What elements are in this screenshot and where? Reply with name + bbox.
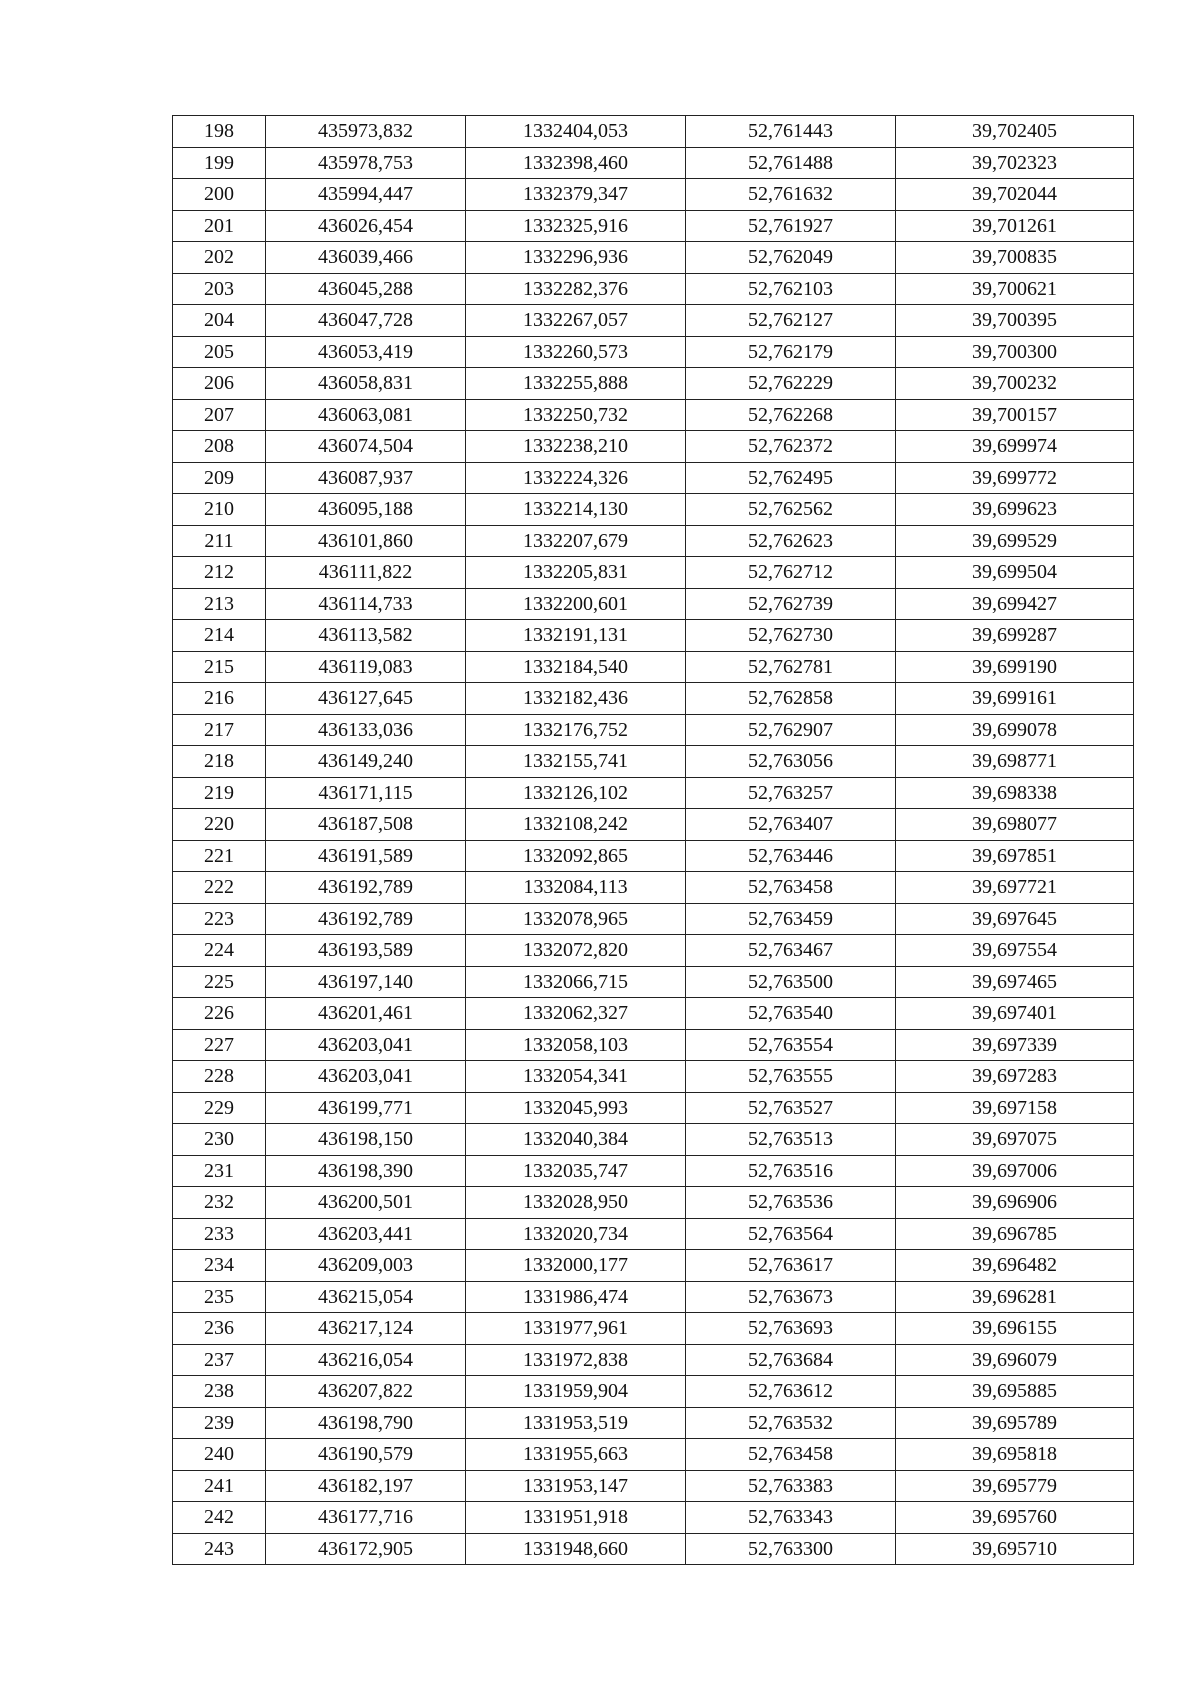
- latitude-cell: 52,762495: [686, 462, 896, 494]
- table-row: [173, 1533, 1134, 1565]
- y-coordinate-cell: 1332379,347: [466, 179, 686, 211]
- coordinates-table: [172, 115, 1134, 1565]
- point-number-cell: 231: [173, 1155, 266, 1187]
- point-number-cell: 228: [173, 1061, 266, 1093]
- table-row: [173, 1124, 1134, 1156]
- x-coordinate-cell: 436087,937: [266, 462, 466, 494]
- y-coordinate-cell: 1332072,820: [466, 935, 686, 967]
- longitude-cell: 39,698771: [896, 746, 1134, 778]
- latitude-cell: 52,762730: [686, 620, 896, 652]
- point-number-cell: 212: [173, 557, 266, 589]
- latitude-cell: 52,762858: [686, 683, 896, 715]
- latitude-cell: 52,763684: [686, 1344, 896, 1376]
- latitude-cell: 52,763536: [686, 1187, 896, 1219]
- latitude-cell: 52,762739: [686, 588, 896, 620]
- x-coordinate-cell: 436119,083: [266, 651, 466, 683]
- longitude-cell: 39,695789: [896, 1407, 1134, 1439]
- latitude-cell: 52,763516: [686, 1155, 896, 1187]
- longitude-cell: 39,696482: [896, 1250, 1134, 1282]
- latitude-cell: 52,761927: [686, 210, 896, 242]
- x-coordinate-cell: 436127,645: [266, 683, 466, 715]
- table-row: [173, 809, 1134, 841]
- point-number-cell: 218: [173, 746, 266, 778]
- y-coordinate-cell: 1332108,242: [466, 809, 686, 841]
- x-coordinate-cell: 435973,832: [266, 116, 466, 148]
- y-coordinate-cell: 1332028,950: [466, 1187, 686, 1219]
- point-number-cell: 203: [173, 273, 266, 305]
- point-number-cell: 209: [173, 462, 266, 494]
- point-number-cell: 199: [173, 147, 266, 179]
- x-coordinate-cell: 436215,054: [266, 1281, 466, 1313]
- latitude-cell: 52,762372: [686, 431, 896, 463]
- table-row: [173, 714, 1134, 746]
- longitude-cell: 39,695710: [896, 1533, 1134, 1565]
- point-number-cell: 243: [173, 1533, 266, 1565]
- table-row: [173, 494, 1134, 526]
- point-number-cell: 221: [173, 840, 266, 872]
- latitude-cell: 52,763532: [686, 1407, 896, 1439]
- longitude-cell: 39,696155: [896, 1313, 1134, 1345]
- x-coordinate-cell: 436149,240: [266, 746, 466, 778]
- y-coordinate-cell: 1332084,113: [466, 872, 686, 904]
- table-row: [173, 840, 1134, 872]
- point-number-cell: 232: [173, 1187, 266, 1219]
- y-coordinate-cell: 1332126,102: [466, 777, 686, 809]
- longitude-cell: 39,699427: [896, 588, 1134, 620]
- x-coordinate-cell: 436111,822: [266, 557, 466, 589]
- point-number-cell: 200: [173, 179, 266, 211]
- latitude-cell: 52,763527: [686, 1092, 896, 1124]
- latitude-cell: 52,763467: [686, 935, 896, 967]
- longitude-cell: 39,700157: [896, 399, 1134, 431]
- point-number-cell: 216: [173, 683, 266, 715]
- longitude-cell: 39,701261: [896, 210, 1134, 242]
- x-coordinate-cell: 436074,504: [266, 431, 466, 463]
- table-row: [173, 431, 1134, 463]
- y-coordinate-cell: 1332250,732: [466, 399, 686, 431]
- point-number-cell: 225: [173, 966, 266, 998]
- table-row: [173, 462, 1134, 494]
- y-coordinate-cell: 1332020,734: [466, 1218, 686, 1250]
- table-row: [173, 1029, 1134, 1061]
- table-row: [173, 116, 1134, 148]
- x-coordinate-cell: 436207,822: [266, 1376, 466, 1408]
- x-coordinate-cell: 436177,716: [266, 1502, 466, 1534]
- y-coordinate-cell: 1332238,210: [466, 431, 686, 463]
- longitude-cell: 39,698077: [896, 809, 1134, 841]
- latitude-cell: 52,763458: [686, 872, 896, 904]
- y-coordinate-cell: 1332155,741: [466, 746, 686, 778]
- longitude-cell: 39,697851: [896, 840, 1134, 872]
- x-coordinate-cell: 436209,003: [266, 1250, 466, 1282]
- point-number-cell: 215: [173, 651, 266, 683]
- y-coordinate-cell: 1332182,436: [466, 683, 686, 715]
- longitude-cell: 39,697554: [896, 935, 1134, 967]
- point-number-cell: 233: [173, 1218, 266, 1250]
- point-number-cell: 205: [173, 336, 266, 368]
- x-coordinate-cell: 436187,508: [266, 809, 466, 841]
- latitude-cell: 52,762781: [686, 651, 896, 683]
- longitude-cell: 39,700300: [896, 336, 1134, 368]
- table-row: [173, 305, 1134, 337]
- table-row: [173, 210, 1134, 242]
- point-number-cell: 222: [173, 872, 266, 904]
- y-coordinate-cell: 1332224,326: [466, 462, 686, 494]
- y-coordinate-cell: 1332184,540: [466, 651, 686, 683]
- table-row: [173, 273, 1134, 305]
- y-coordinate-cell: 1332207,679: [466, 525, 686, 557]
- point-number-cell: 217: [173, 714, 266, 746]
- y-coordinate-cell: 1332062,327: [466, 998, 686, 1030]
- table-row: [173, 242, 1134, 274]
- y-coordinate-cell: 1332267,057: [466, 305, 686, 337]
- longitude-cell: 39,695779: [896, 1470, 1134, 1502]
- longitude-cell: 39,697645: [896, 903, 1134, 935]
- longitude-cell: 39,695818: [896, 1439, 1134, 1471]
- point-number-cell: 226: [173, 998, 266, 1030]
- point-number-cell: 214: [173, 620, 266, 652]
- longitude-cell: 39,696079: [896, 1344, 1134, 1376]
- x-coordinate-cell: 436198,790: [266, 1407, 466, 1439]
- table-row: [173, 651, 1134, 683]
- x-coordinate-cell: 436133,036: [266, 714, 466, 746]
- point-number-cell: 230: [173, 1124, 266, 1156]
- y-coordinate-cell: 1331953,519: [466, 1407, 686, 1439]
- table-row: [173, 1313, 1134, 1345]
- x-coordinate-cell: 436113,582: [266, 620, 466, 652]
- x-coordinate-cell: 436114,733: [266, 588, 466, 620]
- y-coordinate-cell: 1332045,993: [466, 1092, 686, 1124]
- y-coordinate-cell: 1332035,747: [466, 1155, 686, 1187]
- x-coordinate-cell: 436045,288: [266, 273, 466, 305]
- latitude-cell: 52,763458: [686, 1439, 896, 1471]
- x-coordinate-cell: 436171,115: [266, 777, 466, 809]
- point-number-cell: 242: [173, 1502, 266, 1534]
- y-coordinate-cell: 1331972,838: [466, 1344, 686, 1376]
- point-number-cell: 219: [173, 777, 266, 809]
- table-row: [173, 1250, 1134, 1282]
- table-row: [173, 557, 1134, 589]
- table-row: [173, 683, 1134, 715]
- table-row: [173, 872, 1134, 904]
- table-row: [173, 1218, 1134, 1250]
- latitude-cell: 52,762907: [686, 714, 896, 746]
- x-coordinate-cell: 436192,789: [266, 903, 466, 935]
- longitude-cell: 39,702323: [896, 147, 1134, 179]
- table-row: [173, 1439, 1134, 1471]
- longitude-cell: 39,697158: [896, 1092, 1134, 1124]
- latitude-cell: 52,763554: [686, 1029, 896, 1061]
- latitude-cell: 52,762562: [686, 494, 896, 526]
- latitude-cell: 52,763056: [686, 746, 896, 778]
- y-coordinate-cell: 1332398,460: [466, 147, 686, 179]
- longitude-cell: 39,700395: [896, 305, 1134, 337]
- longitude-cell: 39,699287: [896, 620, 1134, 652]
- x-coordinate-cell: 436053,419: [266, 336, 466, 368]
- latitude-cell: 52,762712: [686, 557, 896, 589]
- x-coordinate-cell: 436200,501: [266, 1187, 466, 1219]
- latitude-cell: 52,763540: [686, 998, 896, 1030]
- table-row: [173, 777, 1134, 809]
- point-number-cell: 227: [173, 1029, 266, 1061]
- latitude-cell: 52,763555: [686, 1061, 896, 1093]
- point-number-cell: 240: [173, 1439, 266, 1471]
- longitude-cell: 39,697465: [896, 966, 1134, 998]
- point-number-cell: 201: [173, 210, 266, 242]
- point-number-cell: 235: [173, 1281, 266, 1313]
- longitude-cell: 39,697721: [896, 872, 1134, 904]
- y-coordinate-cell: 1332092,865: [466, 840, 686, 872]
- point-number-cell: 237: [173, 1344, 266, 1376]
- latitude-cell: 52,763513: [686, 1124, 896, 1156]
- x-coordinate-cell: 436216,054: [266, 1344, 466, 1376]
- x-coordinate-cell: 436203,041: [266, 1061, 466, 1093]
- x-coordinate-cell: 436101,860: [266, 525, 466, 557]
- x-coordinate-cell: 436203,041: [266, 1029, 466, 1061]
- x-coordinate-cell: 436198,390: [266, 1155, 466, 1187]
- y-coordinate-cell: 1332000,177: [466, 1250, 686, 1282]
- point-number-cell: 210: [173, 494, 266, 526]
- x-coordinate-cell: 436095,188: [266, 494, 466, 526]
- latitude-cell: 52,763300: [686, 1533, 896, 1565]
- table-row: [173, 746, 1134, 778]
- y-coordinate-cell: 1331977,961: [466, 1313, 686, 1345]
- coordinates-table-body: [173, 116, 1134, 1565]
- latitude-cell: 52,762103: [686, 273, 896, 305]
- y-coordinate-cell: 1332078,965: [466, 903, 686, 935]
- y-coordinate-cell: 1332200,601: [466, 588, 686, 620]
- longitude-cell: 39,697006: [896, 1155, 1134, 1187]
- latitude-cell: 52,763693: [686, 1313, 896, 1345]
- latitude-cell: 52,763407: [686, 809, 896, 841]
- point-number-cell: 229: [173, 1092, 266, 1124]
- y-coordinate-cell: 1332214,130: [466, 494, 686, 526]
- table-row: [173, 903, 1134, 935]
- point-number-cell: 220: [173, 809, 266, 841]
- latitude-cell: 52,762268: [686, 399, 896, 431]
- longitude-cell: 39,699974: [896, 431, 1134, 463]
- y-coordinate-cell: 1331951,918: [466, 1502, 686, 1534]
- x-coordinate-cell: 436199,771: [266, 1092, 466, 1124]
- table-row: [173, 998, 1134, 1030]
- y-coordinate-cell: 1332296,936: [466, 242, 686, 274]
- y-coordinate-cell: 1332054,341: [466, 1061, 686, 1093]
- y-coordinate-cell: 1332282,376: [466, 273, 686, 305]
- point-number-cell: 241: [173, 1470, 266, 1502]
- y-coordinate-cell: 1332191,131: [466, 620, 686, 652]
- point-number-cell: 202: [173, 242, 266, 274]
- point-number-cell: 204: [173, 305, 266, 337]
- latitude-cell: 52,762049: [686, 242, 896, 274]
- point-number-cell: 208: [173, 431, 266, 463]
- longitude-cell: 39,697283: [896, 1061, 1134, 1093]
- table-row: [173, 935, 1134, 967]
- latitude-cell: 52,761632: [686, 179, 896, 211]
- table-row: [173, 1155, 1134, 1187]
- longitude-cell: 39,697075: [896, 1124, 1134, 1156]
- latitude-cell: 52,763383: [686, 1470, 896, 1502]
- x-coordinate-cell: 436197,140: [266, 966, 466, 998]
- latitude-cell: 52,763673: [686, 1281, 896, 1313]
- longitude-cell: 39,696281: [896, 1281, 1134, 1313]
- longitude-cell: 39,699504: [896, 557, 1134, 589]
- longitude-cell: 39,702405: [896, 116, 1134, 148]
- longitude-cell: 39,700835: [896, 242, 1134, 274]
- y-coordinate-cell: 1332176,752: [466, 714, 686, 746]
- point-number-cell: 236: [173, 1313, 266, 1345]
- table-row: [173, 1092, 1134, 1124]
- longitude-cell: 39,695885: [896, 1376, 1134, 1408]
- table-row: [173, 336, 1134, 368]
- x-coordinate-cell: 435978,753: [266, 147, 466, 179]
- table-row: [173, 1502, 1134, 1534]
- x-coordinate-cell: 436063,081: [266, 399, 466, 431]
- x-coordinate-cell: 436192,789: [266, 872, 466, 904]
- latitude-cell: 52,762127: [686, 305, 896, 337]
- latitude-cell: 52,761488: [686, 147, 896, 179]
- x-coordinate-cell: 436190,579: [266, 1439, 466, 1471]
- x-coordinate-cell: 436026,454: [266, 210, 466, 242]
- x-coordinate-cell: 436039,466: [266, 242, 466, 274]
- point-number-cell: 223: [173, 903, 266, 935]
- y-coordinate-cell: 1331953,147: [466, 1470, 686, 1502]
- table-row: [173, 1061, 1134, 1093]
- point-number-cell: 213: [173, 588, 266, 620]
- longitude-cell: 39,699190: [896, 651, 1134, 683]
- y-coordinate-cell: 1332205,831: [466, 557, 686, 589]
- table-row: [173, 966, 1134, 998]
- table-row: [173, 1281, 1134, 1313]
- y-coordinate-cell: 1331948,660: [466, 1533, 686, 1565]
- x-coordinate-cell: 436182,197: [266, 1470, 466, 1502]
- y-coordinate-cell: 1332325,916: [466, 210, 686, 242]
- table-row: [173, 1470, 1134, 1502]
- table-row: [173, 179, 1134, 211]
- y-coordinate-cell: 1332040,384: [466, 1124, 686, 1156]
- table-row: [173, 1344, 1134, 1376]
- latitude-cell: 52,763500: [686, 966, 896, 998]
- x-coordinate-cell: 435994,447: [266, 179, 466, 211]
- x-coordinate-cell: 436047,728: [266, 305, 466, 337]
- table-row: [173, 1187, 1134, 1219]
- table-row: [173, 399, 1134, 431]
- latitude-cell: 52,763343: [686, 1502, 896, 1534]
- y-coordinate-cell: 1332255,888: [466, 368, 686, 400]
- longitude-cell: 39,702044: [896, 179, 1134, 211]
- point-number-cell: 206: [173, 368, 266, 400]
- table-row: [173, 588, 1134, 620]
- x-coordinate-cell: 436058,831: [266, 368, 466, 400]
- longitude-cell: 39,696906: [896, 1187, 1134, 1219]
- latitude-cell: 52,762623: [686, 525, 896, 557]
- point-number-cell: 239: [173, 1407, 266, 1439]
- table-row: [173, 147, 1134, 179]
- longitude-cell: 39,699529: [896, 525, 1134, 557]
- point-number-cell: 234: [173, 1250, 266, 1282]
- longitude-cell: 39,699772: [896, 462, 1134, 494]
- longitude-cell: 39,699623: [896, 494, 1134, 526]
- latitude-cell: 52,763617: [686, 1250, 896, 1282]
- longitude-cell: 39,695760: [896, 1502, 1134, 1534]
- table-row: [173, 525, 1134, 557]
- longitude-cell: 39,700621: [896, 273, 1134, 305]
- point-number-cell: 211: [173, 525, 266, 557]
- x-coordinate-cell: 436191,589: [266, 840, 466, 872]
- latitude-cell: 52,763257: [686, 777, 896, 809]
- x-coordinate-cell: 436193,589: [266, 935, 466, 967]
- y-coordinate-cell: 1331959,904: [466, 1376, 686, 1408]
- table-row: [173, 368, 1134, 400]
- y-coordinate-cell: 1332404,053: [466, 116, 686, 148]
- x-coordinate-cell: 436172,905: [266, 1533, 466, 1565]
- latitude-cell: 52,761443: [686, 116, 896, 148]
- x-coordinate-cell: 436198,150: [266, 1124, 466, 1156]
- y-coordinate-cell: 1331955,663: [466, 1439, 686, 1471]
- y-coordinate-cell: 1332260,573: [466, 336, 686, 368]
- point-number-cell: 238: [173, 1376, 266, 1408]
- longitude-cell: 39,699078: [896, 714, 1134, 746]
- y-coordinate-cell: 1332066,715: [466, 966, 686, 998]
- x-coordinate-cell: 436203,441: [266, 1218, 466, 1250]
- longitude-cell: 39,700232: [896, 368, 1134, 400]
- latitude-cell: 52,762179: [686, 336, 896, 368]
- table-row: [173, 1407, 1134, 1439]
- y-coordinate-cell: 1331986,474: [466, 1281, 686, 1313]
- longitude-cell: 39,697339: [896, 1029, 1134, 1061]
- longitude-cell: 39,699161: [896, 683, 1134, 715]
- longitude-cell: 39,698338: [896, 777, 1134, 809]
- point-number-cell: 224: [173, 935, 266, 967]
- point-number-cell: 207: [173, 399, 266, 431]
- x-coordinate-cell: 436217,124: [266, 1313, 466, 1345]
- latitude-cell: 52,763459: [686, 903, 896, 935]
- x-coordinate-cell: 436201,461: [266, 998, 466, 1030]
- longitude-cell: 39,696785: [896, 1218, 1134, 1250]
- latitude-cell: 52,763612: [686, 1376, 896, 1408]
- point-number-cell: 198: [173, 116, 266, 148]
- latitude-cell: 52,763564: [686, 1218, 896, 1250]
- table-row: [173, 1376, 1134, 1408]
- table-row: [173, 620, 1134, 652]
- latitude-cell: 52,763446: [686, 840, 896, 872]
- longitude-cell: 39,697401: [896, 998, 1134, 1030]
- latitude-cell: 52,762229: [686, 368, 896, 400]
- y-coordinate-cell: 1332058,103: [466, 1029, 686, 1061]
